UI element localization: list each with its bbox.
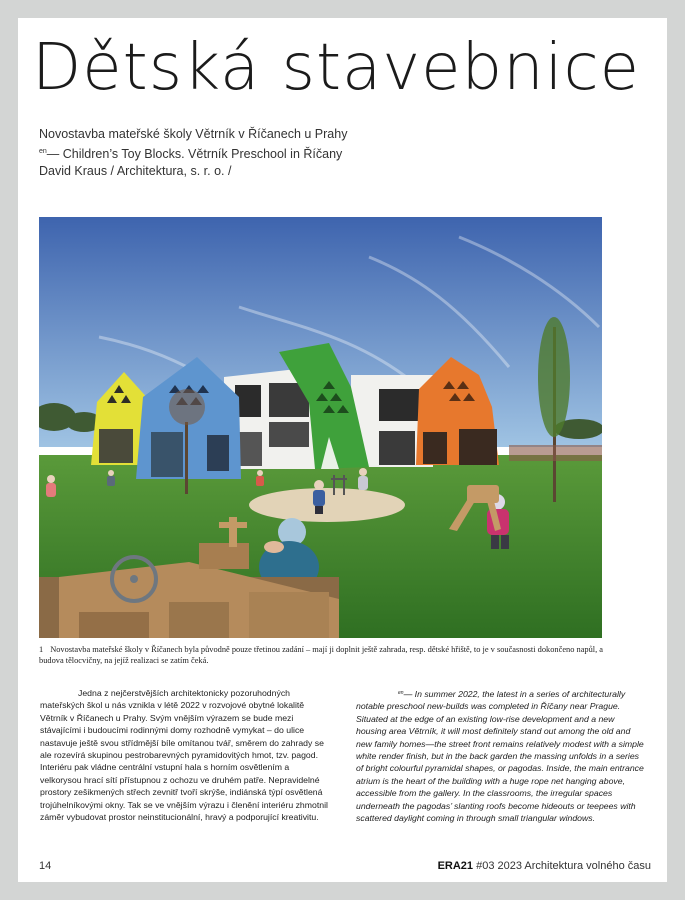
author-credit: David Kraus / Architektura, s. r. o. / — [39, 164, 232, 178]
english-language-tag: en — [398, 690, 404, 696]
subtitle-czech: Novostavba mateřské školy Větrník v Říčanech u Prahy — [39, 127, 348, 141]
far-playground — [509, 445, 602, 461]
kindergarten-photo — [39, 217, 602, 638]
body-text-czech: Jedna z nejčerstvějších architektonicky pozoruhodných mateřských škol u nás vznikla v létě 2022 v rozvojové obytné lokalitě Větrník v Říčanech u Prahy. Svým vnějším výrazem se bude mezi stávajícími i budoucími rodinnými domy rozhodně vymykat – do ulice nastavuje ještě svou střídmější bíle omítanou tvář, směrem do zahrady se ale rozevírá skupinou pestrobarevných pyramidovitých hmot, tzv. pagod. Interiéru pak vládne centrální vstupní hala s horním osvětlením a velkorysou hrací sítí přístupnou z ochozu ve druhém patře. Nepravidelné prostory zešikmených střech zevnitř tvoří skrýše, indiánská týpí osvětlená trojúhelníkovými okny. Tak se ve vnějším výrazu i členění interiéru zhmotnil záměr vybudovat prostor neinstitucionální, hravý a podporující kreativitu. — [40, 688, 328, 823]
journal-footer — [438, 860, 651, 872]
sand-pit — [249, 488, 405, 522]
article-title: Dětská stavebnice — [32, 31, 641, 105]
journal-name: ERA21 — [437, 860, 474, 872]
magazine-page — [18, 18, 667, 882]
caption-text: Novostavba mateřské školy v Říčanech byla původně pouze třetinou zadání – mají ji doplnit ještě zahrada, resp. dětské hřiště, to je v současnosti dokončeno napůl, a budova tělocvičny, na jejíž realizaci se zatím čeká. — [39, 645, 604, 665]
english-paragraph: — In summer 2022, the latest in a series of architecturally notable preschool new-builds was completed in Říčany near Prague. Situated at the edge of an existing low-rise development and a new housing area Větrník, it will most definitely stand out among the old and new family homes—the street front remains relatively modest with a simple white render finish, but in the back garden the massing unfolds in a series of bright colourful pyramidal shapes, or pagodas. Inside, the main entrance atrium is the heart of the building with a huge rope net hanging above, accessible from the gallery. In the classrooms, the irregular spaces underneath the pagodas’ slanting roofs become hideouts or teepees with scattered daylight coming in through small triangular windows. — [356, 689, 644, 824]
page-number: 14 — [39, 860, 52, 872]
subtitle-language-tag: en — [39, 148, 47, 155]
caption-number: 1 — [39, 645, 44, 654]
subtitle-english: — Children’s Toy Blocks. Větrník Preschool in Říčany — [46, 147, 343, 161]
article-subtitle — [39, 126, 347, 180]
photo-caption — [39, 644, 609, 666]
journal-issue: #03 2023 Architektura volného času — [476, 860, 651, 872]
body-text-english — [356, 687, 646, 824]
